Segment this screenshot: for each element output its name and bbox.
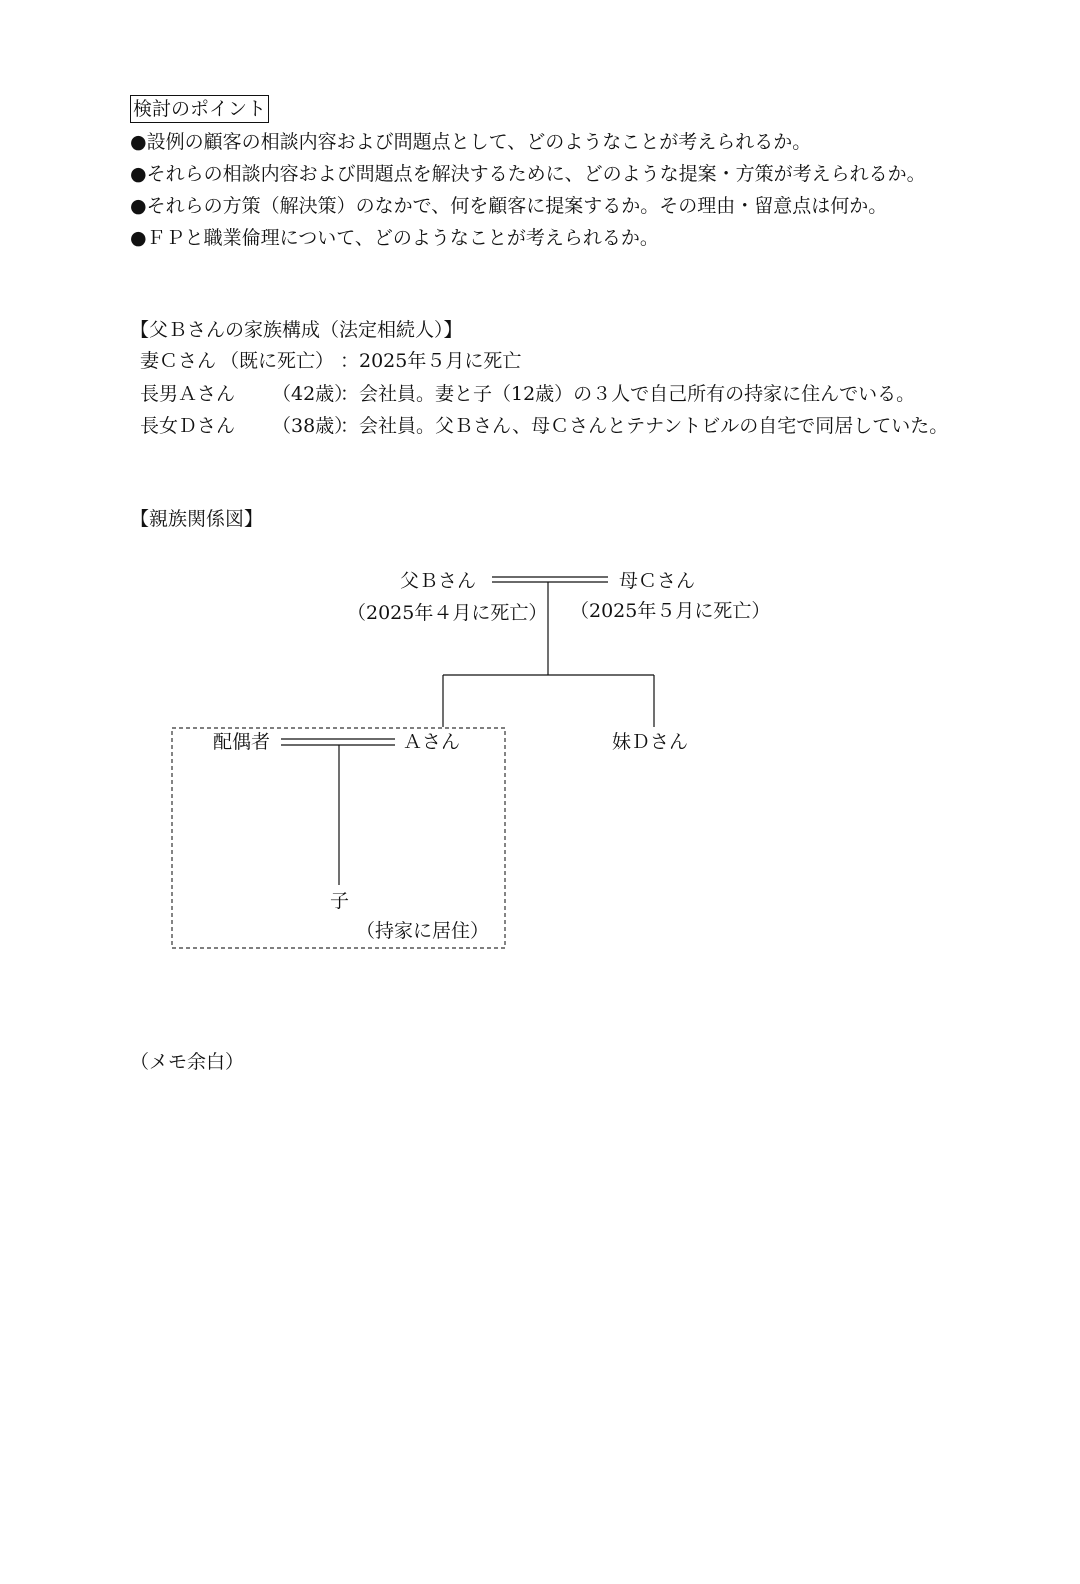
family-heading: 【父Ｂさんの家族構成（法定相続人）】	[130, 319, 463, 341]
member-desc: ：2025年５月に死亡	[340, 350, 522, 372]
child-label: 子	[330, 890, 350, 912]
point-item: ●設例の顧客の相談内容および問題点として、どのようなことが考えられるか。	[130, 131, 812, 153]
memo-label: （メモ余白）	[130, 1051, 245, 1073]
mother-label: 母Ｃさん	[619, 570, 696, 592]
d-label: 妹Ｄさん	[612, 731, 689, 753]
mother-note: （2025年５月に死亡）	[570, 600, 771, 622]
point-item: ●それらの相談内容および問題点を解決するために、どのような提案・方策が考えられるか。	[130, 163, 926, 185]
member-name: 長女Ｄさん	[140, 415, 236, 437]
father-note: （2025年４月に死亡）	[347, 602, 548, 624]
member-name: 長男Ａさん	[140, 383, 236, 405]
a-label: Ａさん	[403, 731, 461, 753]
diagram-heading: 【親族関係図】	[130, 508, 264, 530]
points-title: 検討のポイント	[130, 95, 269, 123]
child-note: （持家に居住）	[356, 920, 490, 942]
member-name: 妻Ｃさん	[140, 350, 217, 372]
spouse-label: 配偶者	[213, 731, 271, 753]
member-desc: ：会社員。妻と子（12歳）の３人で自己所有の持家に住んでいる。	[340, 383, 916, 405]
point-item: ●それらの方策（解決策）のなかで、何を顧客に提案するか。その理由・留意点は何か。	[130, 195, 888, 217]
member-desc: ：会社員。父Ｂさん、母Ｃさんとテナントビルの自宅で同居していた。	[340, 415, 949, 437]
member-age: （既に死亡）	[220, 350, 335, 372]
father-label: 父Ｂさん	[400, 570, 477, 592]
member-age: （42歳）	[272, 383, 354, 405]
point-item: ●ＦＰと職業倫理について、どのようなことが考えられるか。	[130, 227, 659, 249]
member-age: （38歳）	[272, 415, 354, 437]
